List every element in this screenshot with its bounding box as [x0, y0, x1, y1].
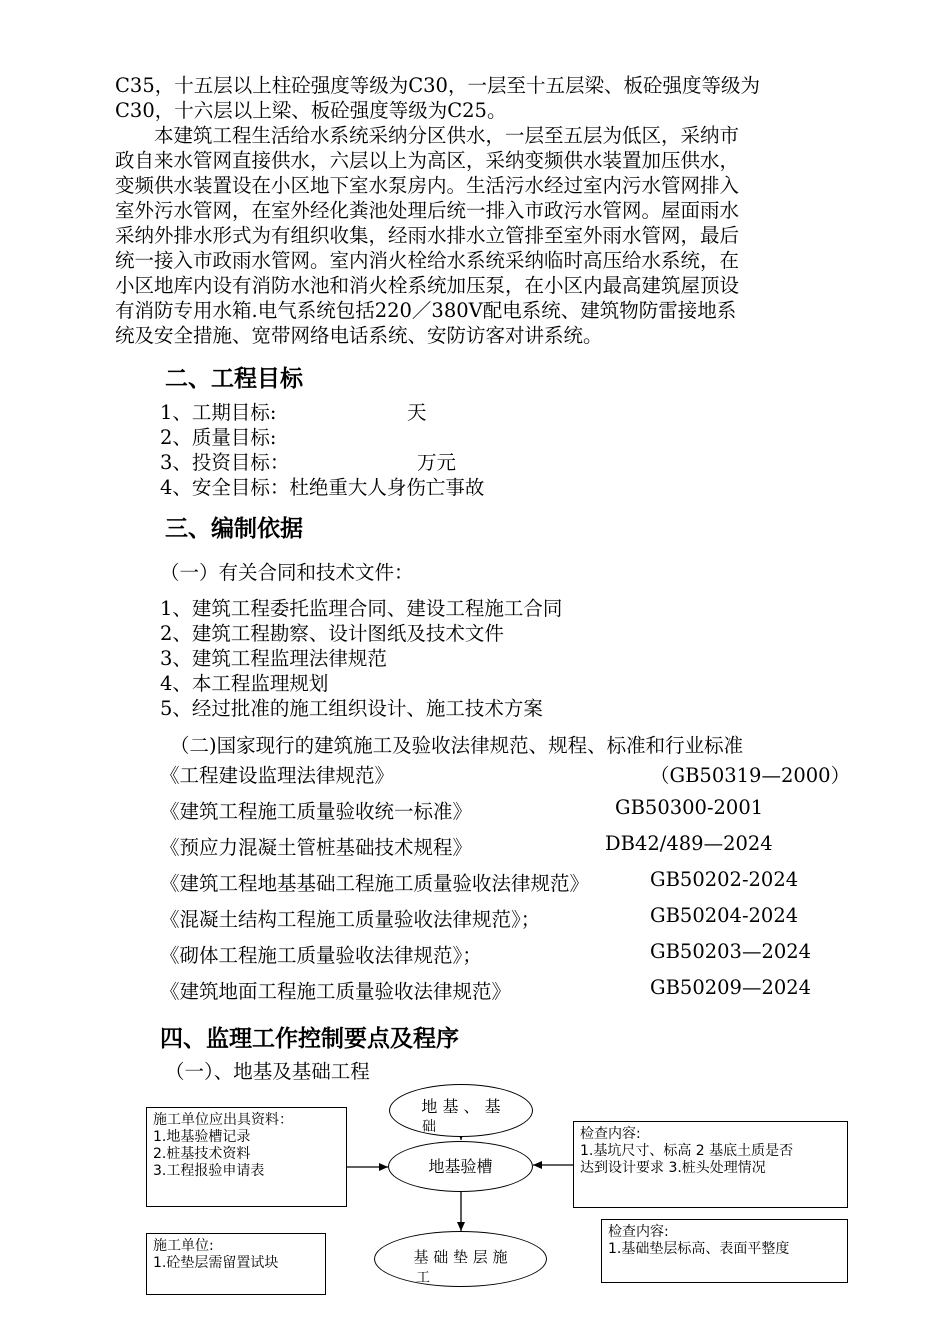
- node-label: 地基验槽: [428, 1157, 493, 1176]
- text-line: C30，十六层以上梁、板砼强度等级为C25。: [115, 99, 507, 122]
- text-line: C35，十五层以上柱砼强度等级为C30，一层至十五层梁、板砼强度等级为: [115, 74, 760, 97]
- goal-label: 2、质量目标:: [160, 426, 277, 449]
- standard-title: 《预应力混凝土管桩基础技术规程》: [160, 836, 473, 859]
- standard-code: GB50209—2024: [650, 976, 812, 999]
- contractor-materials-box: [146, 1107, 347, 1207]
- text-line: 统及安全措施、宽带网络电话系统、安防访客对讲系统。: [115, 324, 603, 347]
- section-heading: 四、监理工作控制要点及程序: [160, 1026, 459, 1052]
- text-line: 小区地库内设有消防水池和消火栓系统加压泵，在小区内最高建筑屋顶设: [115, 274, 740, 297]
- node-cushion-construction: [374, 1231, 547, 1287]
- text-line: 变频供水装置设在小区地下室水泵房内。生活污水经过室内污水管网排入: [115, 174, 740, 197]
- standard-title: 《建筑工程地基基础工程施工质量验收法律规范》: [160, 872, 590, 895]
- text-line: 室外污水管网，在室外经化粪池处理后统一排入市政污水管网。屋面雨水: [115, 199, 740, 222]
- standard-code: （GB50319—2000）: [650, 764, 851, 787]
- box-title: 施工单位应出具资料：: [153, 1112, 293, 1128]
- box-line: 1.砼垫层需留置试块: [153, 1255, 279, 1271]
- standard-title: 《建筑工程施工质量验收统一标准》: [160, 800, 473, 823]
- goal-label: 3、投资目标：: [160, 451, 290, 474]
- goal-label: 1、工期目标:: [160, 401, 277, 424]
- subsection-heading: （一）有关合同和技术文件：: [160, 561, 414, 584]
- standard-code: GB50202-2024: [650, 868, 799, 891]
- node-label-wrap: 础: [422, 1119, 436, 1135]
- inspection-content-box: [573, 1121, 848, 1208]
- text-line: 统一接入市政雨水管网。室内消火栓给水系统采纳临时高压给水系统，在: [115, 249, 740, 272]
- subsection-heading: （二)国家现行的建筑施工及验收法律规范、规程、标准和行业标准: [170, 734, 744, 757]
- node-label: 基 础 垫 层 施: [413, 1248, 508, 1266]
- text-line: 本建筑工程生活给水系统采纳分区供水，一层至五层为低区，采纳市: [115, 124, 740, 147]
- standard-title: 《工程建设监理法律规范》: [160, 764, 395, 787]
- box-line: 达到设计要求 3.桩头处理情况: [580, 1160, 766, 1176]
- text-line: 政自来水管网直接供水，六层以上为高区，采纳变频供水装置加压供水，: [115, 149, 740, 172]
- box-line: 1.基坑尺寸、标高 2 基底土质是否: [580, 1143, 794, 1159]
- box-line: 1.基础垫层标高、表面平整度: [608, 1241, 790, 1257]
- standard-title: 《建筑地面工程施工质量验收法律规范》: [160, 980, 512, 1003]
- standard-code: DB42/489—2024: [605, 832, 773, 855]
- standard-code: GB50300-2001: [615, 796, 764, 819]
- standard-title: 《砌体工程施工质量验收法律规范》；: [160, 944, 482, 967]
- list-item: 5、经过批准的施工组织设计、施工技术方案: [160, 697, 543, 720]
- section-heading: 三、编制依据: [165, 516, 303, 542]
- list-item: 1、建筑工程委托监理合同、建设工程施工合同: [160, 597, 563, 620]
- box-title: 检查内容:: [580, 1126, 641, 1142]
- subsection-heading: （一）、地基及基础工程: [165, 1060, 370, 1083]
- box-title: 检查内容:: [608, 1224, 669, 1240]
- standard-code: GB50204-2024: [650, 904, 799, 927]
- section-heading: 二、工程目标: [165, 366, 303, 392]
- node-trench-inspection: [388, 1141, 533, 1192]
- box-line: 3.工程报验申请表: [153, 1163, 265, 1179]
- box-line: 1.地基验槽记录: [153, 1129, 251, 1145]
- standard-code: GB50203—2024: [650, 940, 812, 963]
- contractor-requirement-box: [146, 1233, 326, 1295]
- goal-label: 4、安全目标：杜绝重大人身伤亡事故: [160, 476, 485, 499]
- goal-value: 万元: [417, 451, 457, 474]
- standard-title: 《混凝土结构工程施工质量验收法律规范》；: [160, 908, 541, 931]
- node-foundation: [389, 1084, 533, 1137]
- box-title: 施工单位:: [153, 1238, 214, 1254]
- list-item: 3、建筑工程监理法律规范: [160, 647, 387, 670]
- list-item: 4、本工程监理规划: [160, 672, 329, 695]
- node-label: 地 基 、 基: [421, 1097, 501, 1116]
- box-line: 2.桩基技术资料: [153, 1146, 251, 1162]
- inspection-content-box-2: [601, 1219, 848, 1283]
- goal-value: 天: [407, 401, 427, 424]
- node-label-wrap: 工: [416, 1270, 430, 1286]
- list-item: 2、建筑工程勘察、设计图纸及技术文件: [160, 622, 504, 645]
- text-line: 有消防专用水箱.电气系统包括220／380V配电系统、建筑物防雷接地系: [115, 299, 737, 322]
- text-line: 采纳外排水形式为有组织收集，经雨水排水立管排至室外雨水管网，最后: [115, 224, 740, 247]
